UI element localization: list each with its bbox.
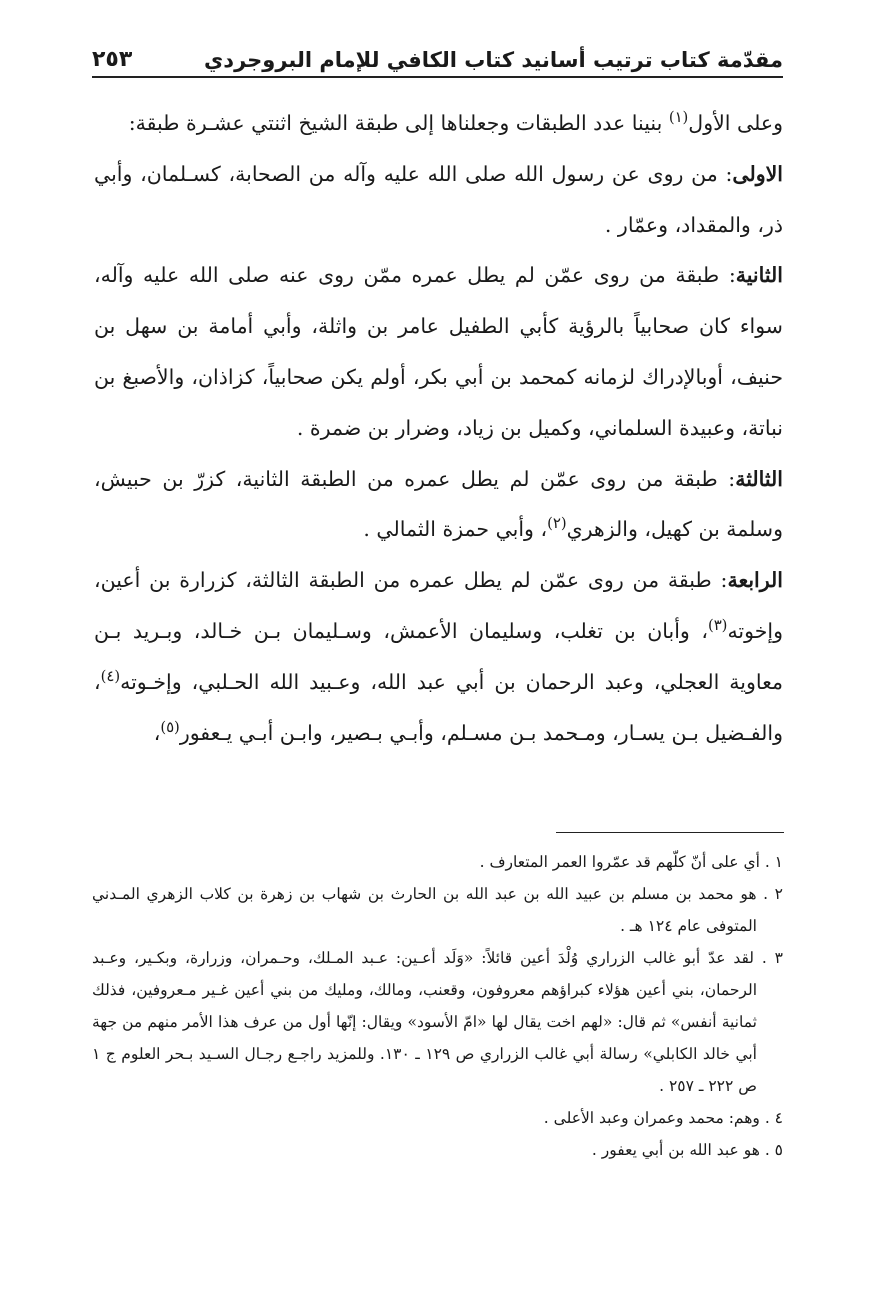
main-text: [94, 98, 783, 758]
text: : من روى عن رسول الله صلى الله عليه وآله من الصحابة، كسـلمان، وأبي ذر، والمقداد، وعمّار .: [94, 161, 783, 237]
paragraph-tabaqa-3: [94, 454, 783, 556]
footnote-2: ٢ . هو محمد بن مسلم بن عبيد الله بن عبد الله بن الحارث بن شهاب بن زهرة بن كلاب الزهري المـدني المتوفى عام ١٢٤ هـ .: [92, 885, 783, 935]
text: ،: [153, 720, 161, 745]
footnote-ref-5: (٥): [160, 718, 180, 736]
text: ، وأبان بن تغلب، وسليمان الأعمش، وسـليمان بـن خـالد، وبـريد بـن معاوية العجلي، وعبد الرحمان بن أبي عبد الله، وعـبيد الله الحـلبي، وإخـوته: [94, 618, 783, 694]
footnote-ref-4: (٤): [100, 667, 121, 685]
text: وعلى الأول: [688, 111, 783, 135]
paragraph-tabaqa-4: [94, 555, 783, 758]
footnote-separator: [556, 832, 784, 833]
footnote-ref-1: (١): [668, 108, 689, 126]
page-header: [92, 28, 783, 72]
text: : طبقة من روى عمّن لم يطل عمره ممّن روى عنه صلى الله عليه وآله، سواء كان صحابياً بالرؤية كأبي الطفيل عامر بن واثلة، وأبي أمامة بن سهل بن حنيف، أوبالإدراك لزمانه كمحمد بن أبي بكر، أولم يكن صحابياً، كزاذان، والأصبغ بن نباتة، وعبيدة السلماني، وكميل بن زياد، وضرار بن ضمرة .: [94, 263, 783, 440]
text: ، وأبي حمزة الثمالي .: [363, 517, 548, 542]
running-title: مقدّمة كتاب ترتيب أسانيد كتاب الكافي للإمام البروجردي: [204, 48, 783, 72]
footnote-5: ٥ . هو عبد الله بن أبي يعفور .: [591, 1141, 783, 1159]
footnote-4: ٤ . وهم: محمد وعمران وعبد الأعلى .: [543, 1109, 783, 1127]
tabaqa-term: الاولى: [732, 161, 783, 186]
footnotes: [92, 846, 783, 1166]
tabaqa-term: الرابعة: [727, 568, 783, 593]
footnote-1: ١ . أي على أنّ كلّهم قد عمّروا العمر المتعارف .: [479, 853, 783, 871]
footnote-ref-3: (٣): [707, 616, 728, 634]
header-rule: [92, 76, 783, 78]
tabaqa-term: الثانية: [735, 263, 783, 288]
text: : طبقة من روى عمّن لم يطل عمره من الطبقة الثالثة، كزرارة بن أعين، وإخوته: [94, 568, 783, 643]
text: : طبقة من روى عمّن لم يطل عمره من الطبقة الثانية، كزرّ بن حبيش، وسلمة بن كهيل، والزهري: [94, 466, 783, 542]
paragraph-tabaqa-1: [94, 149, 783, 251]
text: بنينا عدد الطبقات وجعلناها إلى طبقة الشيخ اثنتي عشـرة طبقة:: [128, 111, 669, 135]
tabaqa-term: الثالثة: [735, 466, 783, 491]
footnote-ref-2: (٢): [547, 515, 567, 533]
page-number: ٢٥٣: [92, 47, 133, 72]
paragraph-tabaqa-2: [94, 250, 783, 453]
footnote-3: ٣ . لقد عدّ أبو غالب الزراري وُلْدَ أعين قائلاً: «وَلَد أعـين: عـبد المـلك، وحـمران، وزرارة، وبكـير، وعـبد الرحمان، بني أعين هؤلاء كبراؤهم معروفون، وقعنب، ومالك، ومليك من بني أعين غـير مـعروفين، فذلك ثمانية أنفس» ثم قال: «لهم اخت يقال لها «امّ الأسود» ويقال: إنّها أول من عرف هذا الأمر منهم من جهة أبي خالد الكابلي» رسالة أبي غالب الزراري ص ١٢٩ ـ ١٣٠. وللمزيد راجـع رجـال السـيد بـحر العلوم ج ١ ص ٢٢٢ ـ ٢٥٧ .: [92, 949, 783, 1095]
text: ، والفـضيل بـن يسـار، ومـحمد بـن مسـلم، وأبـي بـصير، وابـن أبـي يـعفور: [94, 669, 783, 745]
paragraph-intro: [94, 98, 783, 149]
